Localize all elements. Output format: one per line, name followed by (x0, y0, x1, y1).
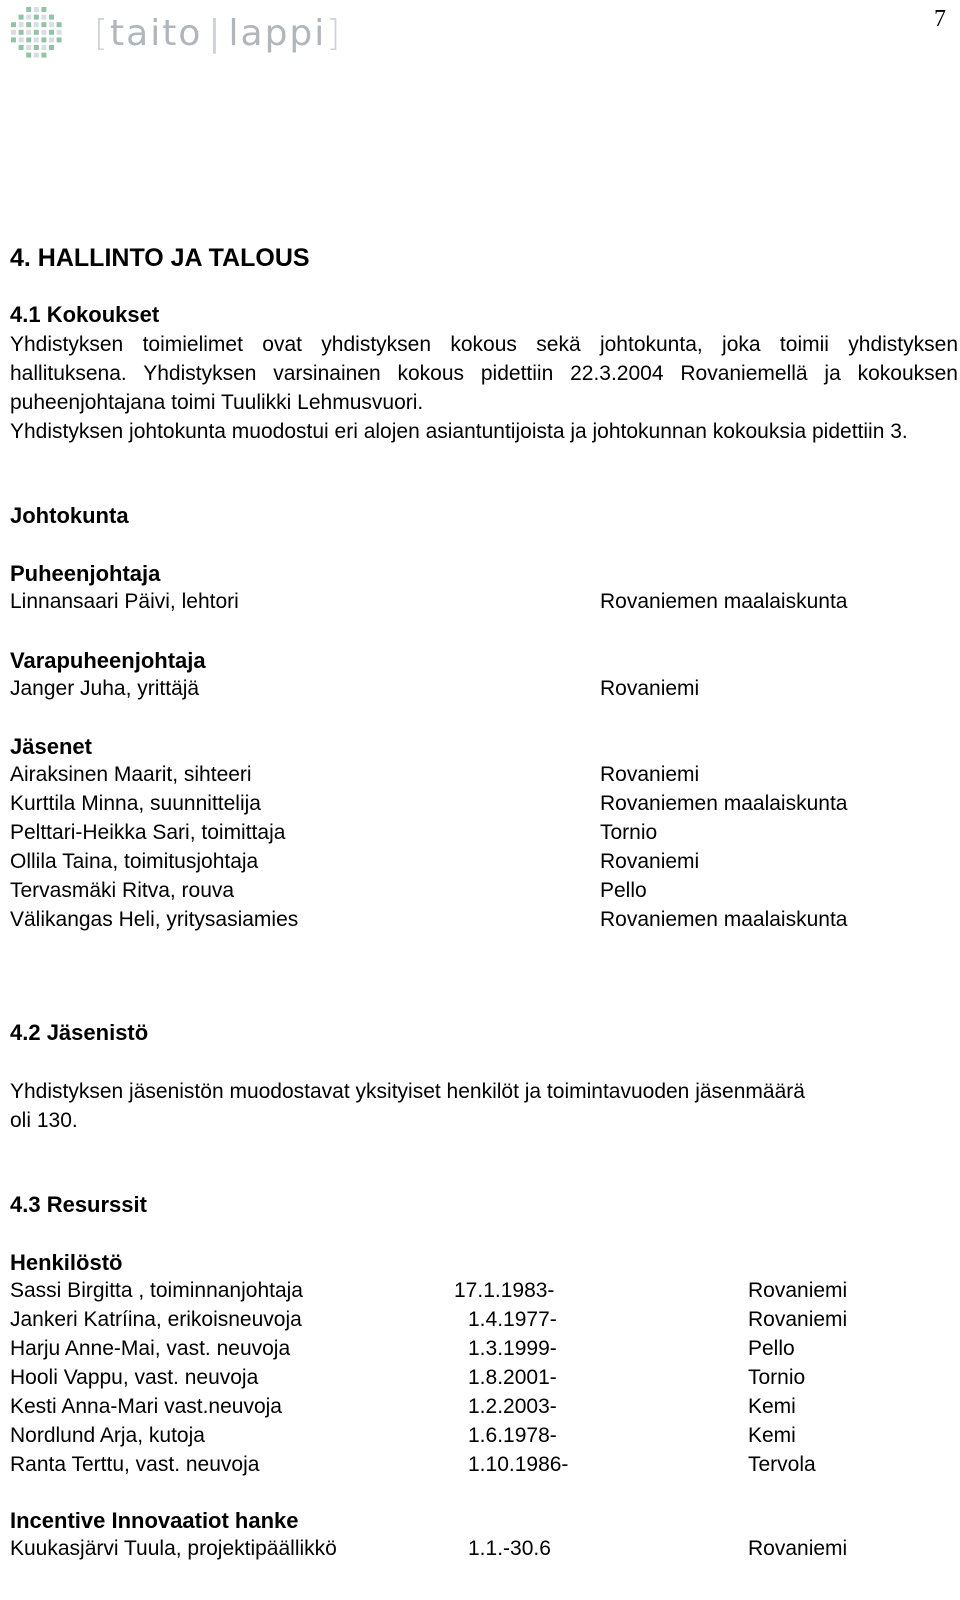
vice-chair-label: Varapuheenjohtaja (10, 648, 206, 673)
jasenisto-paragraph: Yhdistyksen jäsenistön muodostavat yksityiset henkilöt ja toimintavuoden jäsenmäärä oli 130. (10, 1080, 805, 1132)
staff-label: Henkilöstö (10, 1250, 123, 1275)
project-period: 1.1.-30.6 (468, 1536, 551, 1560)
staff-row (10, 1392, 958, 1421)
staff-start-date: 1.3.1999- (468, 1336, 557, 1360)
logo-dot (19, 15, 24, 20)
logo-dot (49, 37, 54, 42)
member-row (10, 789, 958, 818)
section-johtokunta (10, 503, 958, 529)
member-name: Tervasmäki Ritva, rouva (10, 878, 235, 902)
logo-close-bracket: ] (326, 12, 343, 54)
taito-lappi-logo-icon (8, 4, 66, 62)
staff-row (10, 1276, 958, 1305)
member-place: Rovaniemen maalaiskunta (600, 791, 848, 815)
logo-dot (41, 53, 46, 58)
staff-start-date: 1.2.2003- (468, 1394, 557, 1418)
page-number: 7 (934, 6, 946, 32)
section-kokoukset (10, 302, 958, 446)
project-row (10, 1534, 958, 1563)
member-name: Ollila Taina, toimitusjohtaja (10, 849, 259, 873)
section-title-resurssit: 4.3 Resurssit (10, 1192, 147, 1217)
taito-lappi-logo (8, 4, 342, 62)
staff-row (10, 1421, 958, 1450)
staff-place: Tornio (748, 1365, 806, 1389)
section-jasenisto (10, 1020, 958, 1046)
logo-separator: | (208, 12, 223, 54)
member-row (10, 760, 958, 789)
member-row (10, 818, 958, 847)
chair-place: Rovaniemen maalaiskunta (600, 589, 848, 613)
logo-dot (26, 45, 31, 50)
logo-dot (34, 15, 39, 20)
staff-name: Kesti Anna-Mari vast.neuvoja (10, 1394, 282, 1418)
logo-dot (49, 15, 54, 20)
logo-dot (26, 53, 31, 58)
logo-dot (57, 37, 62, 42)
logo-dot (19, 37, 24, 42)
project-label: Incentive Innovaatiot hanke (10, 1508, 299, 1533)
logo-dot (11, 37, 16, 42)
logo-dot (34, 7, 39, 12)
section-title-kokoukset: 4.1 Kokoukset (10, 302, 160, 327)
logo-dot (11, 22, 16, 27)
logo-dot (41, 45, 46, 50)
project-staff-name: Kuukasjärvi Tuula, projektipäällikkö (10, 1536, 337, 1560)
staff-name: Nordlund Arja, kutoja (10, 1423, 205, 1447)
logo-dot (19, 45, 24, 50)
vice-chair-place: Rovaniemi (600, 676, 700, 700)
kokoukset-paragraph-1: Yhdistyksen toimielimet ovat yhdistyksen kokous sekä johtokunta, joka toimii yhdistyksen hallituksena. Yhdistyksen varsinainen kokous pidettiin 22.3.2004 Rovaniemellä ja kokouksen puheenjohtajana toimi Tuulikki Lehmusvuori. (10, 333, 958, 414)
member-name: Airaksinen Maarit, sihteeri (10, 762, 252, 786)
logo-wordmark (94, 13, 342, 54)
staff-place: Pello (748, 1336, 795, 1360)
staff-name: Ranta Terttu, vast. neuvoja (10, 1452, 260, 1476)
member-row (10, 876, 958, 905)
logo-dot (26, 7, 31, 12)
vice-chair-name: Janger Juha, yrittäjä (10, 676, 200, 700)
staff-start-date: 1.4.1977- (468, 1307, 557, 1331)
staff-row (10, 1334, 958, 1363)
member-row (10, 847, 958, 876)
logo-word-lappi: lappi (228, 12, 327, 54)
logo-dot (57, 30, 62, 35)
staff-place: Rovaniemi (748, 1307, 848, 1331)
logo-open-bracket: [ (94, 12, 111, 54)
members-label: Jäsenet (10, 734, 92, 759)
logo-dot (19, 30, 24, 35)
chair-name: Linnansaari Päivi, lehtori (10, 589, 239, 613)
staff-place: Rovaniemi (748, 1278, 848, 1302)
member-place: Rovaniemen maalaiskunta (600, 907, 848, 931)
member-place: Tornio (600, 820, 658, 844)
member-place: Rovaniemi (600, 762, 700, 786)
chair-row (10, 587, 958, 616)
staff-place: Kemi (748, 1394, 796, 1418)
staff-row (10, 1363, 958, 1392)
logo-dot (41, 7, 46, 12)
chair-group (10, 561, 958, 616)
member-name: Kurttila Minna, suunnittelija (10, 791, 261, 815)
section-title-jasenisto: 4.2 Jäsenistö (10, 1020, 149, 1045)
logo-dot (34, 22, 39, 27)
logo-dot (26, 22, 31, 27)
logo-dot (41, 30, 46, 35)
johtokunta-title: Johtokunta (10, 503, 129, 528)
project-place: Rovaniemi (748, 1536, 848, 1560)
staff-start-date: 1.8.2001- (468, 1365, 557, 1389)
logo-dot (49, 22, 54, 27)
kokoukset-paragraph-2: Yhdistyksen johtokunta muodostui eri alojen asiantuntijoista ja johtokunnan kokouksia pidettiin 3. (10, 420, 908, 443)
logo-dot (41, 37, 46, 42)
member-name: Välikangas Heli, yritysasiamies (10, 907, 299, 931)
staff-start-date: 17.1.1983- (454, 1278, 555, 1302)
logo-dot (19, 22, 24, 27)
project-group (10, 1508, 958, 1563)
member-name: Pelttari-Heikka Sari, toimittaja (10, 820, 286, 844)
logo-dot (11, 30, 16, 35)
logo-dot (26, 37, 31, 42)
logo-dot (34, 30, 39, 35)
staff-group (10, 1250, 958, 1479)
staff-place: Tervola (748, 1452, 816, 1476)
staff-name: Hooli Vappu, vast. neuvoja (10, 1365, 259, 1389)
logo-dot (34, 53, 39, 58)
main-heading: 4. HALLINTO JA TALOUS (10, 244, 310, 272)
staff-name: Harju Anne-Mai, vast. neuvoja (10, 1336, 291, 1360)
member-place: Pello (600, 878, 647, 902)
logo-dot (41, 22, 46, 27)
logo-dot (49, 30, 54, 35)
members-group (10, 734, 958, 934)
section-resurssit (10, 1192, 958, 1218)
member-row (10, 905, 958, 934)
staff-start-date: 1.6.1978- (468, 1423, 557, 1447)
logo-dot (34, 45, 39, 50)
staff-list (10, 1276, 958, 1479)
staff-start-date: 1.10.1986- (468, 1452, 569, 1476)
vice-chair-row (10, 674, 958, 703)
staff-row (10, 1305, 958, 1334)
staff-name: Jankeri Katríina, erikoisneuvoja (10, 1307, 302, 1331)
vice-chair-group (10, 648, 958, 703)
chair-label: Puheenjohtaja (10, 561, 161, 586)
logo-dot (57, 22, 62, 27)
staff-place: Kemi (748, 1423, 796, 1447)
logo-dot (26, 30, 31, 35)
staff-row (10, 1450, 958, 1479)
member-place: Rovaniemi (600, 849, 700, 873)
members-list (10, 760, 958, 934)
logo-word-taito: taito (110, 12, 203, 54)
staff-name: Sassi Birgitta , toiminnanjohtaja (10, 1278, 303, 1302)
logo-dot (26, 15, 31, 20)
logo-dot (41, 15, 46, 20)
logo-dot (49, 45, 54, 50)
logo-dot (34, 37, 39, 42)
